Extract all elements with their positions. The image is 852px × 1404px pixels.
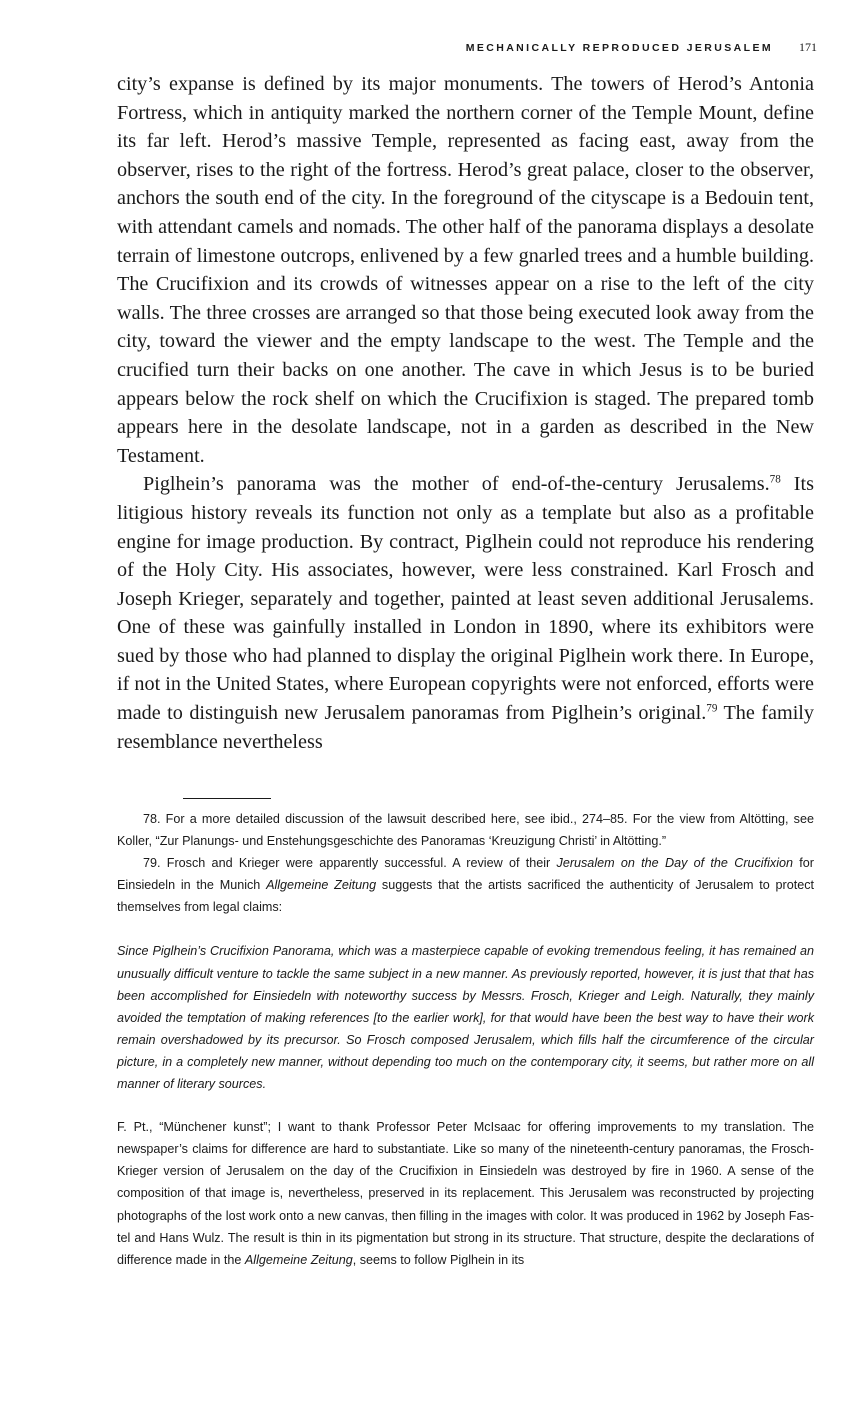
paragraph-2-text-a: Piglhein’s panorama was the mother of end-of-the-century Jerusalems.	[143, 473, 770, 496]
footnote-ref-78[interactable]: 78	[769, 473, 781, 486]
main-text	[117, 70, 814, 756]
paragraph-2-text-c: The family resemblance nevertheless	[117, 702, 815, 753]
footnote-79-newspaper: Allgemeine Zeitung	[266, 878, 377, 893]
paragraph-2-text-b: Its litigious history reveals its function not only as a template but also as a profitable engine for image production. By contract, Piglhein could not reproduce his rendering of the Holy City. His associates, however, were less constrained. Karl Frosch and Joseph Krieger, separately and together, painted at least seven additional Jerusalems. One of these was gainfully installed in London in 1890, where its exhibitors were sued by those who had planned to display the original Piglhein work there. In Europe, if not in the United States, where European copyrights were not enforced, efforts were made to distinguish new Jerusalem panoramas from Piglhein’s original.	[117, 473, 814, 725]
footnote-79-text-a: 79. Frosch and Krieger were apparently successful. A review of their	[143, 856, 557, 871]
running-head	[117, 40, 817, 55]
running-title: MECHANICALLY REPRODUCED JERUSALEM	[465, 42, 773, 54]
continuation-newspaper: Allgemeine Zeitung	[244, 1252, 353, 1267]
footnote-ref-79[interactable]: 79	[706, 702, 718, 715]
footnote-79-text-b: for Einsiedeln in the Munich	[117, 856, 814, 893]
footnote-79-continuation	[117, 1116, 814, 1271]
page-number: 171	[799, 40, 817, 54]
footnote-79-text-c: suggests that the artists sacrificed the authenticity of Jerusalem to protect themselves from legal claims:	[117, 878, 815, 915]
continuation-text-b: , seems to follow Piglhein in its	[352, 1252, 525, 1267]
paragraph-1: city’s expanse is defined by its major monuments. The towers of Herod’s Antonia Fortress, which in antiquity marked the northern corner of the Temple Mount, define its far left. Herod’s massive Temple, represented as facing east, away from the observer, rises to the right of the fortress. Herod’s great palace, closer to the observer, anchors the south end of the city. In the foreground of the cityscape is a Bedouin tent, with attendant camels and nomads. The other half of the panorama displays a desolate terrain of limestone outcrops, enlivened by a few gnarled trees and a humble building. The Crucifixion and its crowds of witnesses appear on a rise to the left of the city walls. The three crosses are arranged so that those being executed look away from the city, toward the viewer and the empty landscape to the west. The Temple and the crucified turn their backs on one another. The cave in which Jesus is to be buried appears below the rock shelf on which the Crucifixion is staged. The prepared tomb appears here in the desolate landscape, not in a garden as described in the New Testament.	[117, 73, 814, 467]
footnote-79	[117, 852, 814, 918]
continuation-text-a: F. Pt., “Münchener kunst”; I want to thank Professor Peter McIsaac for offering improvements to my translation. The newspaper’s claims for difference are hard to substantiate. Like so many of the nineteenth-century panoramas, the Frosch-Krieger version of Jerusalem on the day of the Crucifixion in Einsiedeln was destroyed by fire in 1960. A sense of the composition of that image is, nevertheless, preserved in its replacement. This Jerusalem was reconstructed by projecting photographs of the lost work onto a new canvas, then filling in the images with color. It was produced in 1962 by Joseph Fastel and Hans Wulz. The result is thin in its pigmentation but strong in its structure. That structure, despite the declarations of difference made in the	[117, 1120, 814, 1267]
footnote-78: 78. For a more detailed discussion of the lawsuit described here, see ibid., 274–85. For the view from Altötting, see Koller, “Zur Planungs- und Enstehungsgeschichte des Panoramas ‘Kreuzigung Christi’ in Altötting.”	[117, 812, 814, 849]
paragraph-2	[117, 470, 814, 756]
footnote-divider	[183, 798, 271, 799]
block-quote: Since Piglhein’s Crucifixion Panorama, which was a masterpiece capable of evoking tremendous feeling, it has remained an unusually difficult venture to tackle the same subject in a new manner. As previously reported, however, it is just that that has been accomplished for Einsiedeln with noteworthy success by Messrs. Frosch, Krieger and Leigh. Naturally, they mainly avoided the temptation of making references [to the earlier work], for that would have been the best way to have their work remain overshadowed by its precursor. So Frosch composed Jerusalem, which fills half the circumference of the circular picture, in a completely new manner, without depending too much on the contemporary city, it seems, but rather more on all manner of literary sources.	[117, 944, 814, 1092]
footnote-79-title: Jerusalem on the Day of the Crucifixion	[556, 856, 794, 871]
footnotes	[117, 808, 814, 1271]
